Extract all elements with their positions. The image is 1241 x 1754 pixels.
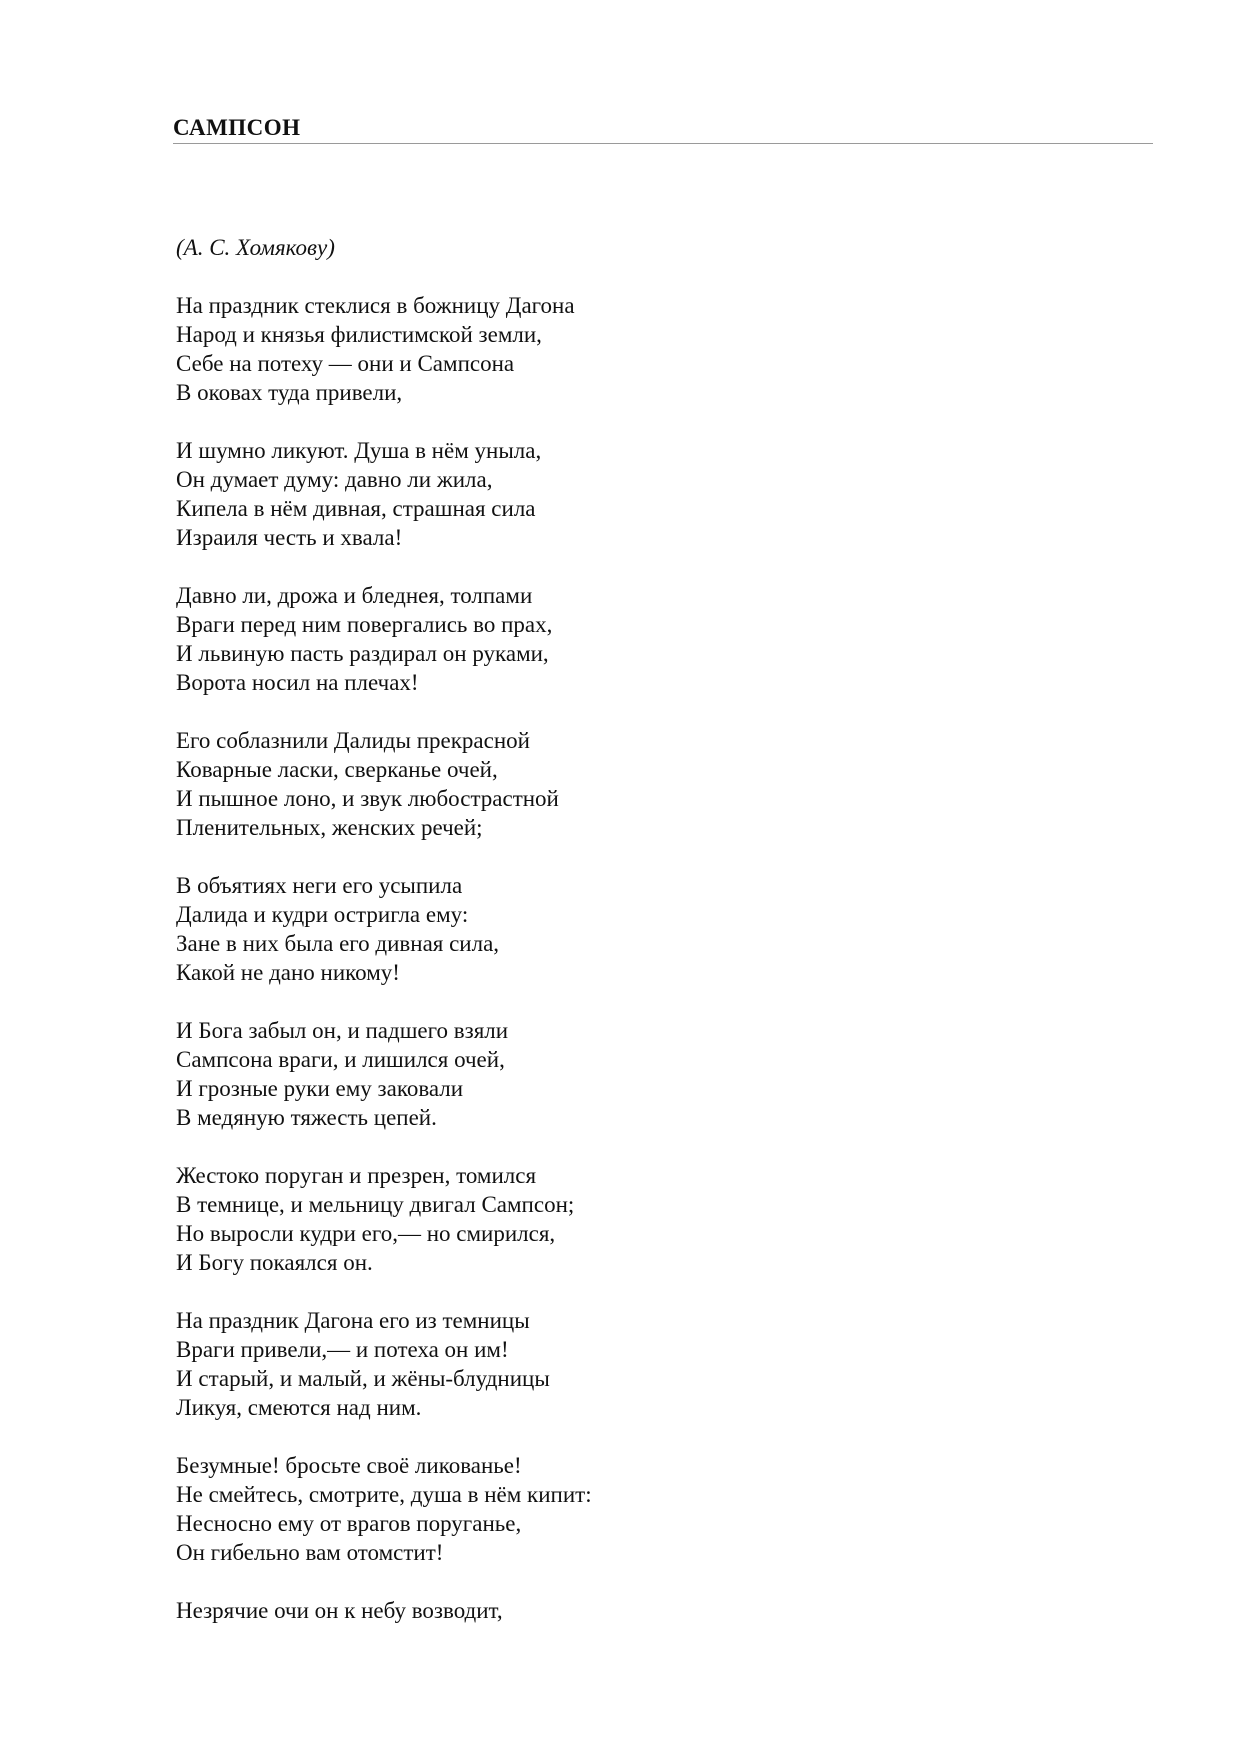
poem-line: Враги перед ним повергались во прах, [176, 612, 553, 637]
poem-line: Не смейтесь, смотрите, душа в нём кипит: [176, 1482, 592, 1507]
stanza [176, 581, 1076, 697]
poem-body [176, 291, 1076, 1654]
poem-line: Несносно ему от врагов поруганье, [176, 1511, 522, 1536]
stanza [176, 436, 1076, 552]
poem-line: Он гибельно вам отомстит! [176, 1540, 444, 1565]
poem-line: Себе на потеху — они и Сампсона [176, 351, 515, 376]
poem-line: Жестоко поруган и презрен, томился [176, 1163, 537, 1188]
stanza [176, 1451, 1076, 1567]
poem-line: Сампсона враги, и лишился очей, [176, 1047, 505, 1072]
poem-line: Ворота носил на плечах! [176, 670, 419, 695]
stanza [176, 1596, 1076, 1625]
poem-line: В объятиях неги его усыпила [176, 873, 463, 898]
poem-line: И пышное лоно, и звук любострастной [176, 786, 559, 811]
poem-line: В оковах туда привели, [176, 380, 403, 405]
poem-line: Пленительных, женских речей; [176, 815, 483, 840]
poem-line: На праздник стеклися в божницу Дагона [176, 293, 575, 318]
stanza [176, 1016, 1076, 1132]
stanza [176, 1306, 1076, 1422]
poem-line: И шумно ликуют. Душа в нём уныла, [176, 438, 542, 463]
poem-line: Он думает думу: давно ли жила, [176, 467, 493, 492]
poem-line: И грозные руки ему заковали [176, 1076, 464, 1101]
poem-line: Безумные! бросьте своё ликованье! [176, 1453, 522, 1478]
poem-line: Давно ли, дрожа и бледнея, толпами [176, 583, 533, 608]
stanza [176, 726, 1076, 842]
dedication: (А. С. Хомякову) [176, 235, 335, 260]
poem-line: В медяную тяжесть цепей. [176, 1105, 437, 1130]
poem-line: И Богу покаялся он. [176, 1250, 373, 1275]
poem-line: Далида и кудри остригла ему: [176, 902, 469, 927]
poem-line: Незрячие очи он к небу возводит, [176, 1598, 503, 1623]
poem-line: Враги привели,— и потеха он им! [176, 1337, 509, 1362]
title-header [173, 114, 1153, 144]
poem-line: Какой не дано никому! [176, 960, 400, 985]
poem-line: И Бога забыл он, и падшего взяли [176, 1018, 509, 1043]
poem-line: Зане в них была его дивная сила, [176, 931, 500, 956]
poem-line: Коварные ласки, сверканье очей, [176, 757, 498, 782]
poem-line: На праздник Дагона его из темницы [176, 1308, 530, 1333]
poem-line: Израиля честь и хвала! [176, 525, 403, 550]
poem-line: Но выросли кудри его,— но смирился, [176, 1221, 556, 1246]
stanza [176, 1161, 1076, 1277]
poem-line: Кипела в нём дивная, страшная сила [176, 496, 536, 521]
poem-line: Ликуя, смеются над ним. [176, 1395, 422, 1420]
poem-line: И львиную пасть раздирал он руками, [176, 641, 549, 666]
poem-title: САМПСОН [173, 115, 301, 140]
poem-line: Народ и князья филистимской земли, [176, 322, 542, 347]
poem-line: В темнице, и мельницу двигал Сампсон; [176, 1192, 575, 1217]
poem-line: И старый, и малый, и жёны-блудницы [176, 1366, 550, 1391]
stanza [176, 291, 1076, 407]
poem-line: Его соблазнили Далиды прекрасной [176, 728, 530, 753]
stanza [176, 871, 1076, 987]
